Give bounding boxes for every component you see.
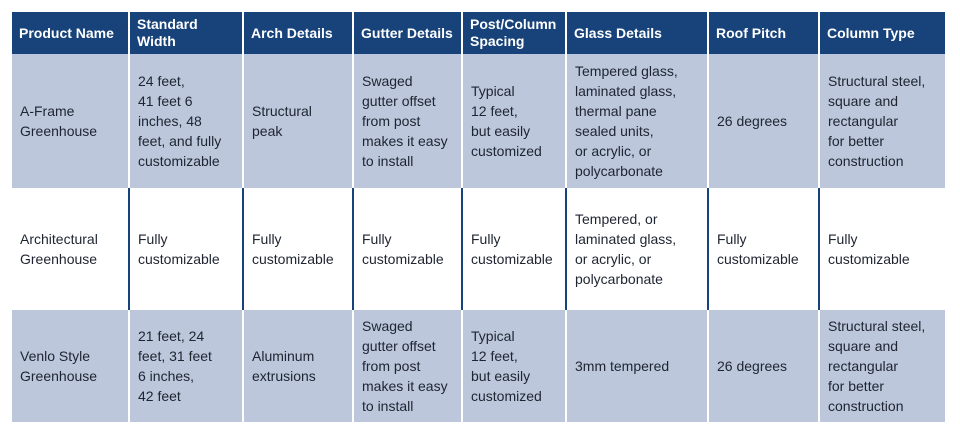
cell-glass-details: Tempered glass, laminated glass, thermal pane sealed units, or acrylic, or polycarbonate: [566, 54, 708, 188]
cell-standard-width: Fully customizable: [129, 188, 243, 310]
cell-roof-pitch: Fully customizable: [708, 188, 819, 310]
greenhouse-comparison-table: [12, 12, 945, 422]
table-row: [12, 188, 945, 310]
cell-roof-pitch: 26 degrees: [708, 54, 819, 188]
cell-roof-pitch: 26 degrees: [708, 310, 819, 422]
cell-product-name: Venlo Style Greenhouse: [12, 310, 129, 422]
cell-standard-width: 21 feet, 24 feet, 31 feet 6 inches, 42 feet: [129, 310, 243, 422]
table-row: [12, 54, 945, 188]
cell-gutter-details: Fully customizable: [353, 188, 462, 310]
header-product-name: Product Name: [12, 12, 129, 54]
cell-gutter-details: Swaged gutter offset from post makes it easy to install: [353, 54, 462, 188]
greenhouse-comparison-table-wrapper: [12, 12, 945, 422]
cell-arch-details: Fully customizable: [243, 188, 353, 310]
cell-arch-details: Structural peak: [243, 54, 353, 188]
cell-standard-width: 24 feet, 41 feet 6 inches, 48 feet, and fully customizable: [129, 54, 243, 188]
header-arch-details: Arch Details: [243, 12, 353, 54]
cell-post-column-spacing: Typical 12 feet, but easily customized: [462, 54, 566, 188]
cell-glass-details: Tempered, or laminated glass, or acrylic, or polycarbonate: [566, 188, 708, 310]
header-column-type: Column Type: [819, 12, 945, 54]
cell-gutter-details: Swaged gutter offset from post makes it easy to install: [353, 310, 462, 422]
cell-arch-details: Aluminum extrusions: [243, 310, 353, 422]
header-post-column-spacing: Post/Column Spacing: [462, 12, 566, 54]
header-gutter-details: Gutter Details: [353, 12, 462, 54]
cell-post-column-spacing: Fully customizable: [462, 188, 566, 310]
header-glass-details: Glass Details: [566, 12, 708, 54]
cell-column-type: Structural steel, square and rectangular for better construction: [819, 310, 945, 422]
cell-product-name: A-Frame Greenhouse: [12, 54, 129, 188]
cell-column-type: Structural steel, square and rectangular for better construction: [819, 54, 945, 188]
cell-glass-details: 3mm tempered: [566, 310, 708, 422]
header-row: [12, 12, 945, 54]
cell-post-column-spacing: Typical 12 feet, but easily customized: [462, 310, 566, 422]
header-standard-width: Standard Width: [129, 12, 243, 54]
table-row: [12, 310, 945, 422]
cell-product-name: Architectural Greenhouse: [12, 188, 129, 310]
cell-column-type: Fully customizable: [819, 188, 945, 310]
header-roof-pitch: Roof Pitch: [708, 12, 819, 54]
